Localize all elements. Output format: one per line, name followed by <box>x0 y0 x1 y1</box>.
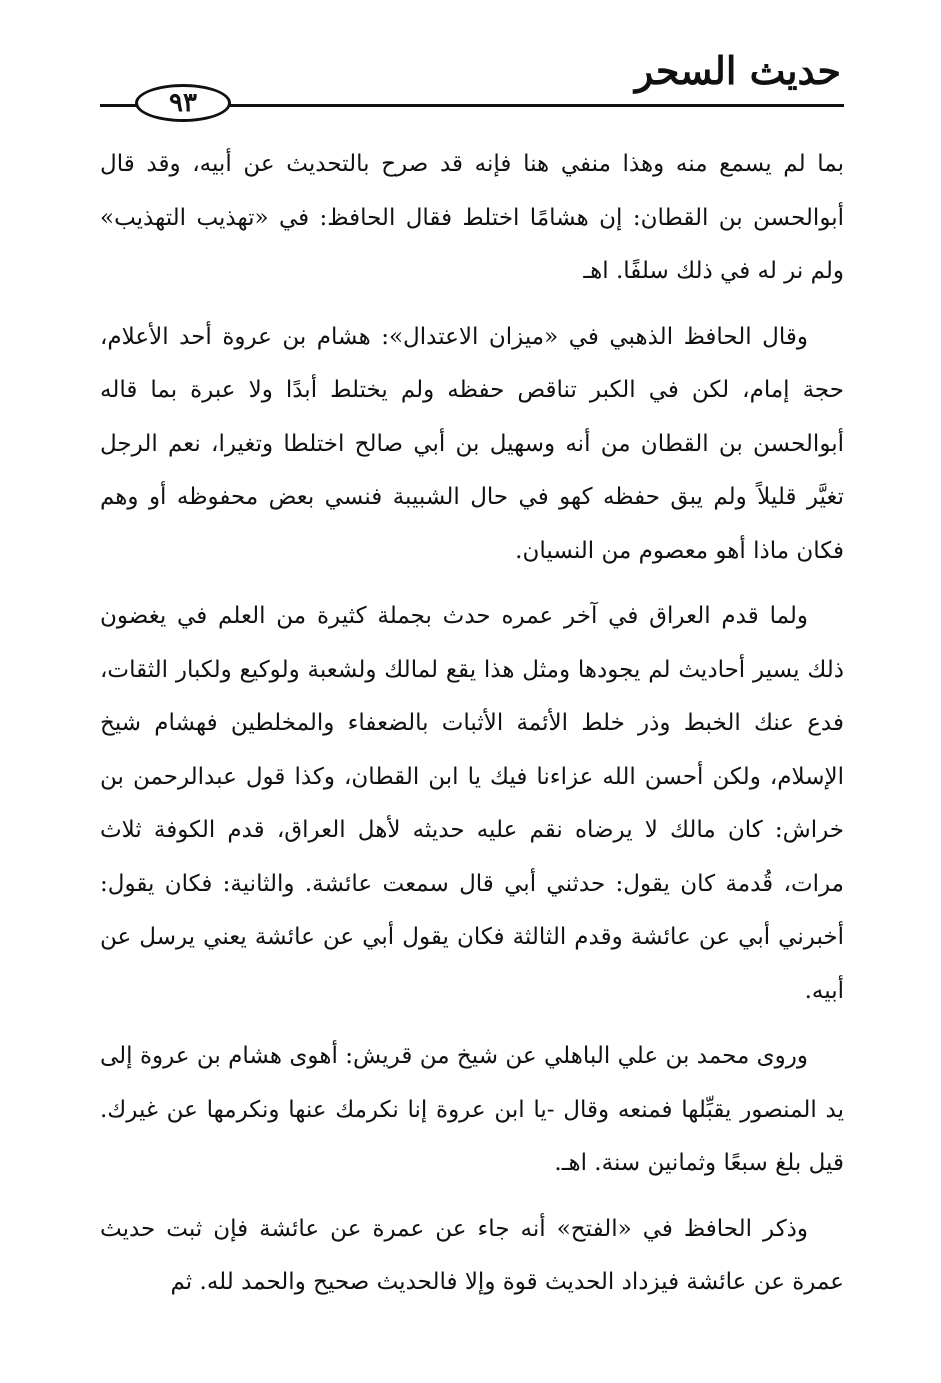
paragraph: وقال الحافظ الذهبي في «ميزان الاعتدال»: هشام بن عروة أحد الأعلام، حجة إمام، لكن في الكبر تناقص حفظه ولم يختلط أبدًا ولا عبرة بما قاله أبوالحسن بن القطان من أنه وسهيل بن أبي صالح اختلطا وتغيرا، نعم الرجل تغيَّر قليلاً ولم يبق حفظه كهو في حال الشبيبة فنسي بعض محفوظه أو وهم فكان ماذا أهو معصوم من النسيان. <box>100 323 844 564</box>
running-title: حديث السحر <box>634 48 841 93</box>
page-number <box>135 84 231 122</box>
body-text <box>100 138 844 1322</box>
page-number-label: ٩٣ <box>169 88 197 118</box>
paragraph: وذكر الحافظ في «الفتح» أنه جاء عن عمرة عن عائشة فإن ثبت حديث عمرة عن عائشة فيزداد الحديث قوة وإلا فالحديث صحيح والحمد لله. ثم <box>100 1215 844 1295</box>
paragraph: ولما قدم العراق في آخر عمره حدث بجملة كثيرة من العلم في يغضون ذلك يسير أحاديث لم يجودها ومثل هذا يقع لمالك ولشعبة ولوكيع ولكبار الثقات، فدع عنك الخبط وذر خلط الأئمة الأثبات بالضعفاء والمخلطين فهشام شيخ الإسلام، ولكن أحسن الله عزاءنا فيك يا ابن القطان، وكذا قول عبدالرحمن بن خراش: كان مالك لا يرضاه نقم عليه حديثه لأهل العراق، قدم الكوفة ثلاث مرات، قُدمة كان يقول: حدثني أبي قال سمعت عائشة. والثانية: فكان يقول: أخبرني أبي عن عائشة وقدم الثالثة فكان يقول أبي عن عائشة يعني يرسل عن أبيه. <box>100 603 844 1004</box>
paragraph: بما لم يسمع منه وهذا منفي هنا فإنه قد صرح بالتحديث عن أبيه، وقد قال أبوالحسن بن القطان: إن هشامًا اختلط فقال الحافظ: في «تهذيب التهذيب» ولم نر له في ذلك سلفًا. اهـ <box>100 151 844 284</box>
paragraph: وروى محمد بن علي الباهلي عن شيخ من قريش: أهوى هشام بن عروة إلى يد المنصور يقبِّلها فمنعه وقال -يا ابن عروة إنا نكرمك عنها ونكرمها عن غيرك. قيل بلغ سبعًا وثمانين سنة. اهـ. <box>100 1043 844 1176</box>
